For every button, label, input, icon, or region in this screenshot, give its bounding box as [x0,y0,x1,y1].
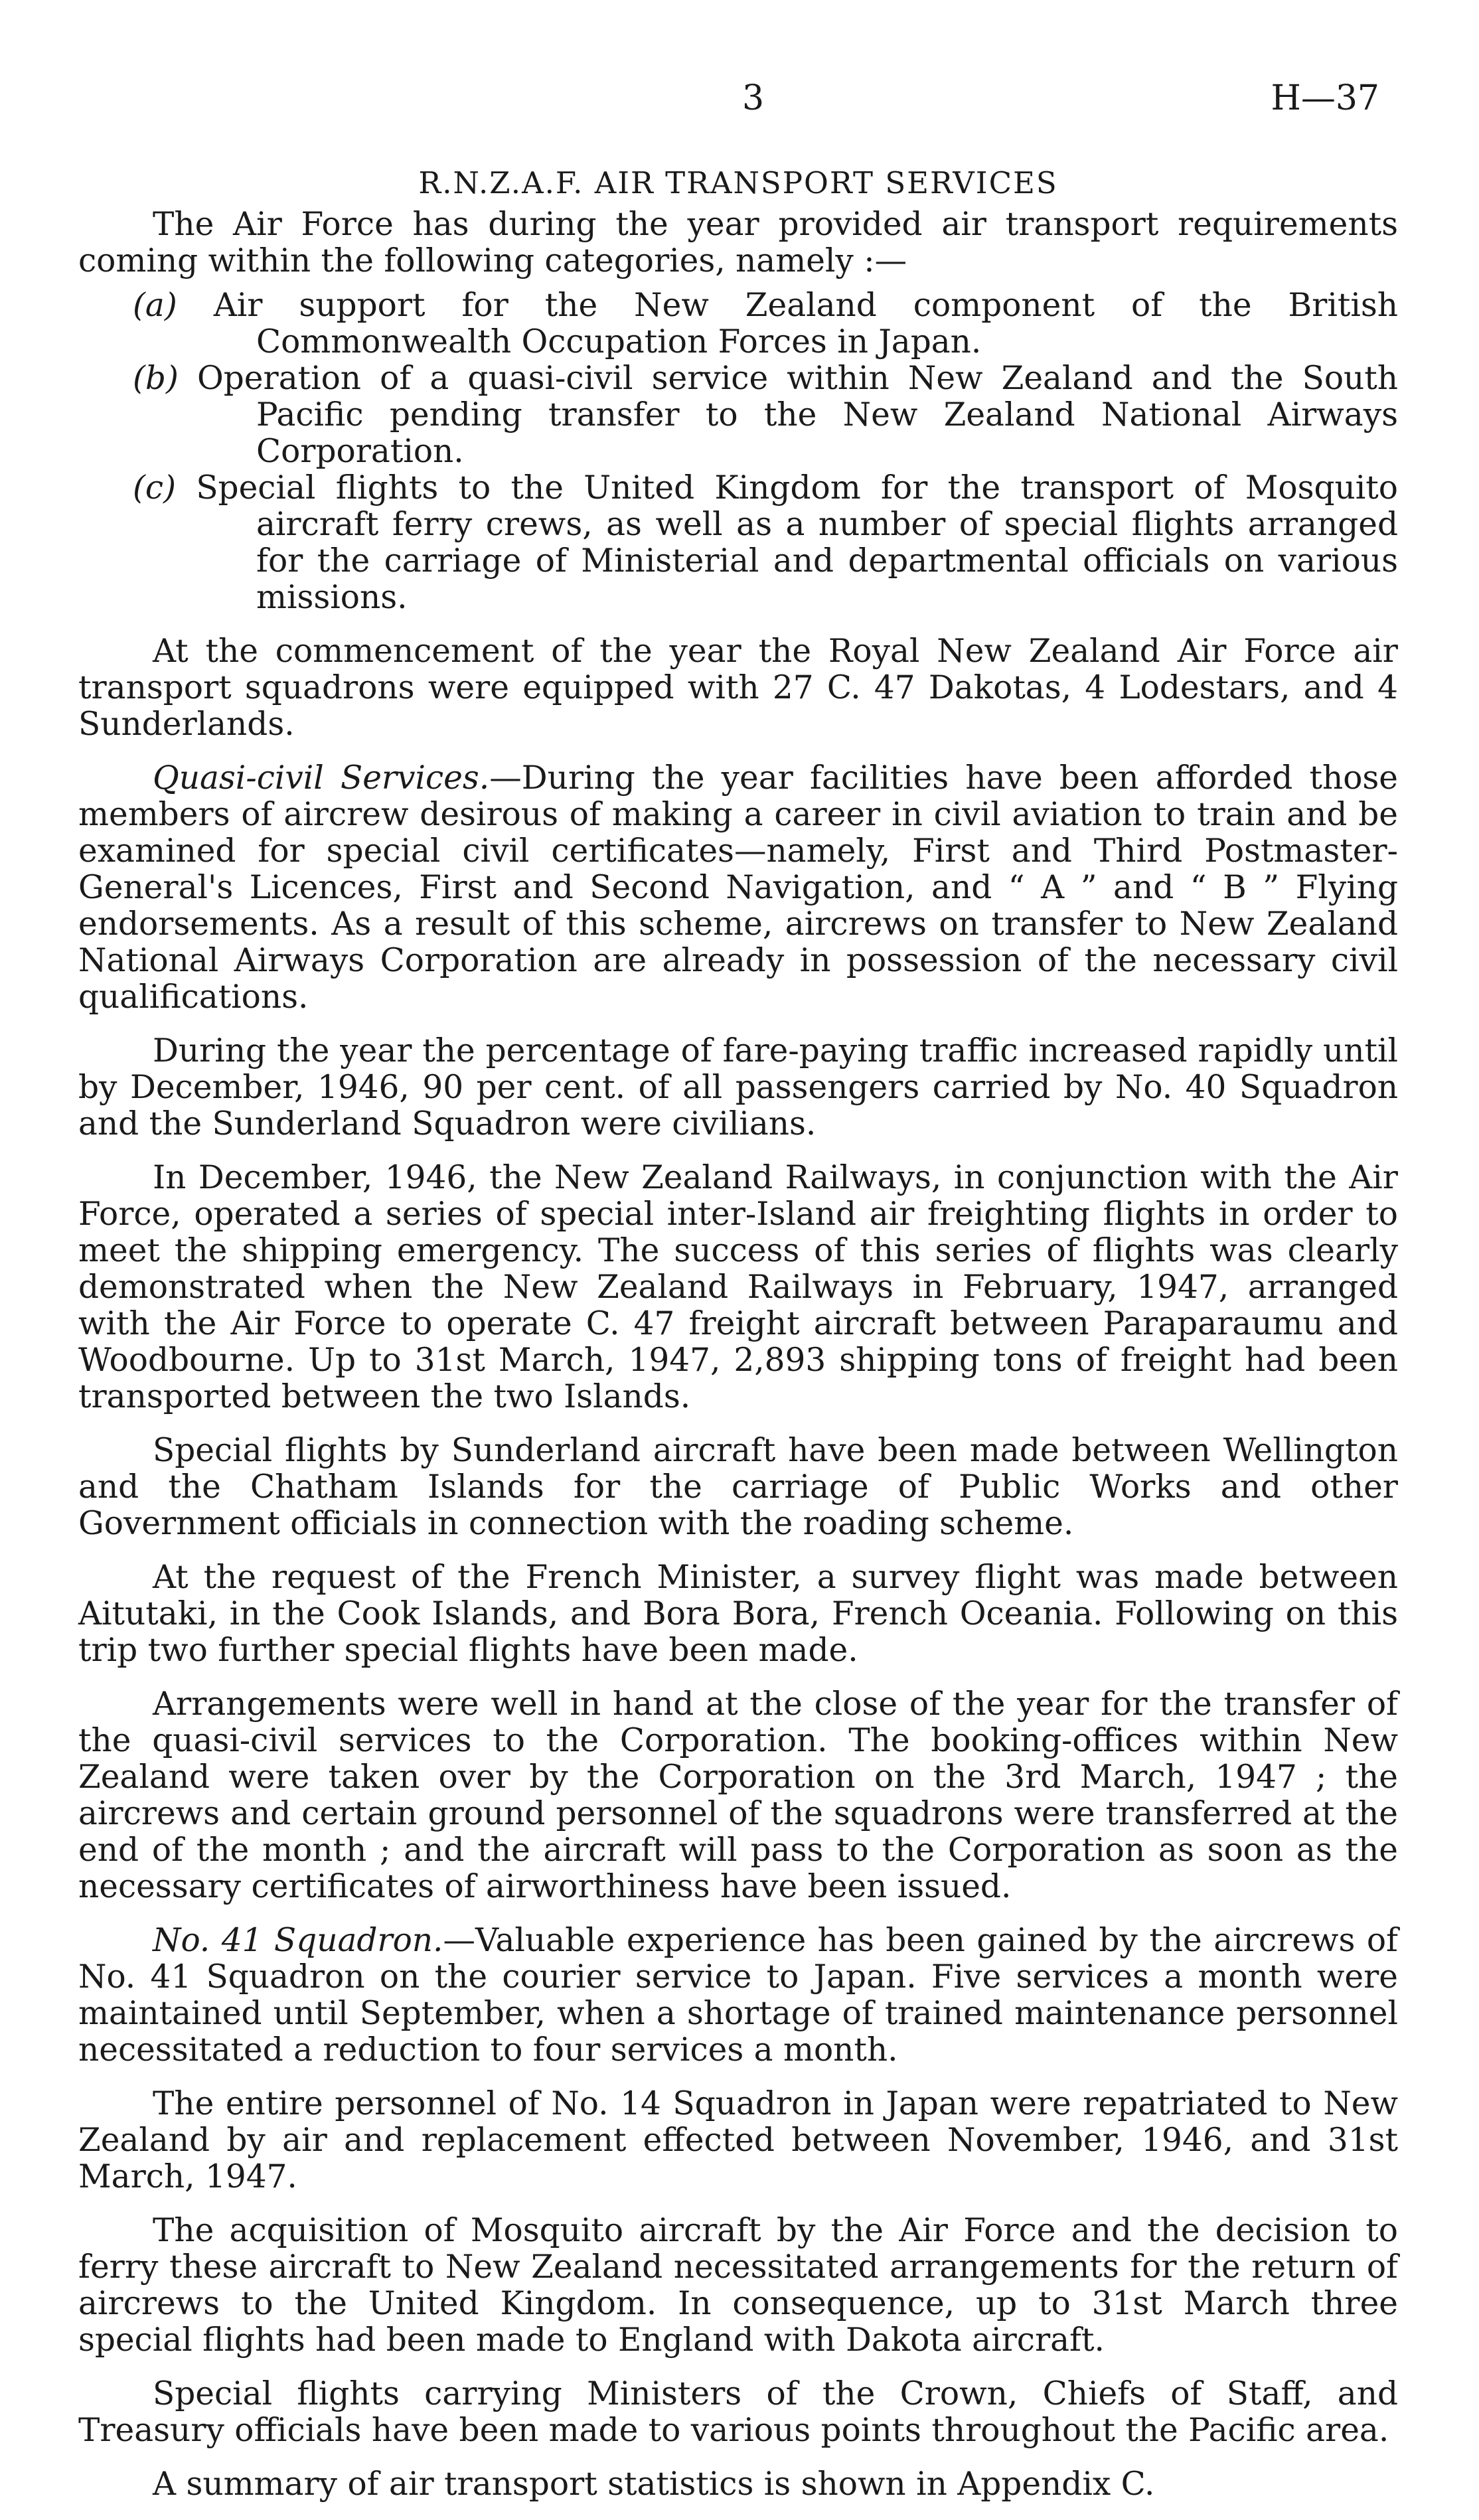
page-content [78,165,1398,2520]
paragraph-french: At the request of the French Minister, a survey flight was made between Aitutaki, in the Cook Islands, and Bora Bora, French Oceania. Following on this trip two further special flights have been made. [78,1559,1398,1669]
squadron-41-lead: No. 41 Squadron. [153,1922,443,1959]
paragraph-summary: A summary of air transport statistics is shown in Appendix C. [153,2466,1155,2503]
category-list [78,287,1398,616]
page-header [0,78,1479,131]
paragraph-quasi-civil [78,760,1398,1016]
paragraph-railways: In December, 1946, the New Zealand Railways, in conjunction with the Air Force, operated a series of special inter-Island air freighting flights in order to meet the shipping emergency. The success of this series of flights was clearly demonstrated when the New Zealand Railways in February, 1947, arranged with the Air Force to operate C. 47 freight aircraft between Paraparaumu and Woodbourne. Up to 31st March, 1947, 2,893 shipping tons of freight had been transported between the two Islands. [78,1159,1398,1415]
list-item-text: Special flights to the United Kingdom for the transport of Mosquito aircraft ferry crews, as well as a number of special flights arranged for the carriage of Ministerial and departmental officials on various missions. [196,469,1398,616]
list-item [78,287,1398,360]
list-item [78,360,1398,470]
quasi-civil-text: —During the year facilities have been afforded those members of aircrew desirous of making a career in civil aviation to train and be examined for special civil certificates—namely, First and Third Postmaster-General's Licences, First and Second Navigation, and “ A ” and “ B ” Flying endorsements. As a result of this scheme, aircrews on transfer to New Zealand National Airways Corporation are already in possession of the necessary civil qualifications. [78,759,1398,1016]
list-item-text: Air support for the New Zealand component of the British Commonwealth Occupation Forces in Japan. [213,287,1398,360]
squadron-41-text: —Valuable experience has been gained by the aircrews of No. 41 Squadron on the courier service to Japan. Five services a month were maintained until September, when a shortage of trained maintenance personnel necessitated a reduction to four services a month. [78,1922,1398,2069]
paragraph-squadron-14: The entire personnel of No. 14 Squadron in Japan were repatriated to New Zealand by air and replacement effected between November, 1946, and 31st March, 1947. [78,2085,1398,2195]
document-code: H—37 [1271,78,1379,118]
quasi-civil-lead: Quasi-civil Services. [153,759,490,797]
list-item [78,470,1398,616]
paragraph-traffic: During the year the percentage of fare-paying traffic increased rapidly until by December, 1946, 90 per cent. of all passengers carried by No. 40 Squadron and the Sunderland Squadron were civilians. [78,1032,1398,1142]
list-item-label: (c) [133,469,177,507]
paragraph-mosquito: The acquisition of Mosquito aircraft by the Air Force and the decision to ferry these aircraft to New Zealand necessitated arrangements for the return of aircrews to the United Kingdom. In consequence, up to 31st March three special flights had been made to England with Dakota aircraft. [78,2212,1398,2359]
section-heading: R.N.Z.A.F. AIR TRANSPORT SERVICES [418,165,1058,200]
list-item-label: (a) [133,287,177,324]
paragraph-commencement: At the commencement of the year the Royal New Zealand Air Force air transport squadrons were equipped with 27 C. 47 Dakotas, 4 Lodestars, and 4 Sunderlands. [78,633,1398,743]
list-item-label: (b) [133,360,179,397]
page-number: 3 [742,78,765,118]
paragraph-arrangements: Arrangements were well in hand at the close of the year for the transfer of the quasi-civil services to the Corporation. The booking-offices within New Zealand were taken over by the Corporation on the 3rd March, 1947 ; the aircrews and certain ground personnel of the squadrons were transferred at the end of the month ; and the aircraft will pass to the Corporation as soon as the necessary certificates of airworthiness have been issued. [78,1686,1398,1905]
list-item-text: Operation of a quasi-civil service within New Zealand and the South Pacific pending transfer to the New Zealand National Airways Corporation. [197,360,1398,470]
paragraph-chatham: Special flights by Sunderland aircraft have been made between Wellington and the Chatham Islands for the carriage of Public Works and other Government officials in connection with the roading scheme. [78,1432,1398,1542]
paragraph-ministers: Special flights carrying Ministers of the Crown, Chiefs of Staff, and Treasury officials have been made to various points throughout the Pacific area. [78,2375,1398,2449]
paragraph-squadron-41 [78,1923,1398,2069]
intro-paragraph: The Air Force has during the year provided air transport requirements coming within the following categories, namely :— [78,206,1398,279]
